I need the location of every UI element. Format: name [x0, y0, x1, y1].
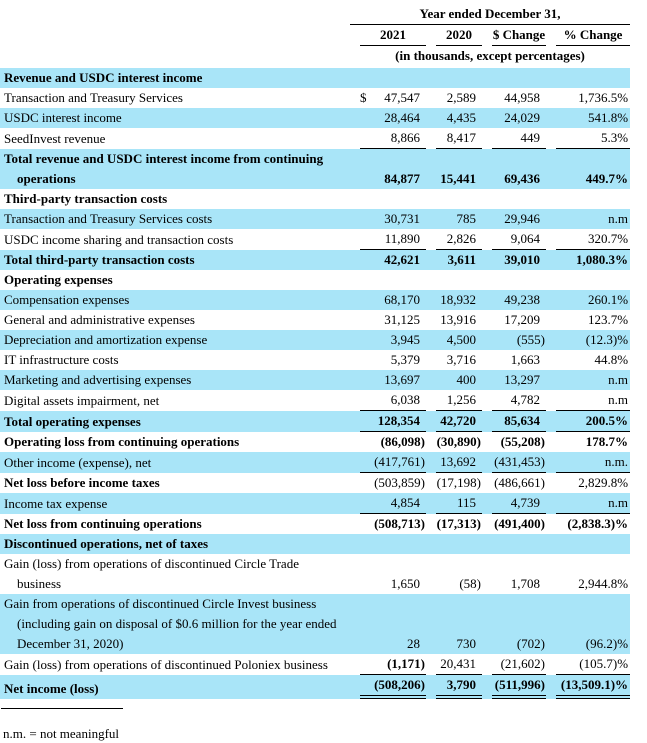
cell-value: 3,945	[390, 332, 420, 347]
row-label: Income tax expense	[4, 496, 108, 511]
value-cell	[546, 493, 630, 514]
cell-value: 44.8%	[594, 352, 629, 367]
row-label: Gain (loss) from operations of discontinued Poloniex business	[4, 657, 328, 672]
cell-value: (55,208)	[500, 434, 545, 449]
cell-value: 2,589	[446, 90, 476, 105]
section-row	[0, 68, 630, 88]
cell-value: (417,761)	[374, 454, 425, 469]
value-cell	[482, 654, 546, 675]
cell-value: 4,782	[510, 392, 540, 407]
table-row	[0, 514, 630, 534]
value-cell	[546, 554, 630, 594]
cell-value: (503,859)	[374, 475, 425, 490]
column-header-percent-change	[546, 25, 630, 46]
cell-value: (508,206)	[374, 677, 425, 692]
value-cell	[426, 554, 482, 594]
section-header: Third-party transaction costs	[4, 191, 168, 206]
cell-value: 69,436	[504, 171, 540, 186]
cell-value: (486,661)	[494, 475, 545, 490]
table-row	[0, 128, 630, 149]
row-label: Marketing and advertising expenses	[4, 372, 192, 387]
row-label: Operating loss from continuing operations	[4, 434, 240, 449]
value-cell	[482, 250, 546, 270]
cell-value: 13,697	[384, 372, 420, 387]
table-row	[0, 411, 630, 432]
value-cell	[546, 310, 630, 330]
value-cell	[482, 350, 546, 370]
cell-value: 730	[456, 636, 476, 651]
cell-value: 29,946	[504, 211, 540, 226]
table-row	[0, 432, 630, 452]
value-cell	[546, 411, 630, 432]
cell-value: 178.7%	[585, 434, 629, 449]
cell-value: n.m.	[604, 454, 629, 469]
cell-value: 2,944.8%	[578, 576, 629, 591]
value-cell	[482, 514, 546, 534]
cell-value: 39,010	[504, 252, 540, 267]
row-label: Gain (loss) from operations of discontinued Circle Trade business	[4, 556, 299, 591]
table-row	[0, 149, 630, 189]
value-cell	[482, 229, 546, 250]
cell-value: 1,736.5%	[578, 90, 629, 105]
value-cell	[546, 149, 630, 189]
cell-value: 1,663	[510, 352, 540, 367]
table-row	[0, 350, 630, 370]
value-cell	[426, 88, 482, 108]
cell-value: 1,708	[510, 576, 540, 591]
table-row	[0, 310, 630, 330]
value-cell	[426, 209, 482, 229]
table-row	[0, 229, 630, 250]
cell-value: n.m	[608, 392, 629, 407]
value-cell	[426, 675, 482, 699]
row-label: Transaction and Treasury Services	[4, 90, 183, 105]
cell-value: 18,932	[440, 292, 476, 307]
cell-value: 1,080.3%	[576, 252, 629, 267]
cell-value: 47,547	[384, 90, 420, 105]
value-cell	[546, 350, 630, 370]
value-cell	[482, 432, 546, 452]
cell-value: 128,354	[377, 413, 420, 428]
value-cell	[482, 473, 546, 493]
value-cell	[426, 330, 482, 350]
cell-value: (96.2)%	[585, 636, 629, 651]
value-cell	[426, 654, 482, 675]
value-cell	[482, 209, 546, 229]
cell-value: 2,829.8%	[578, 475, 629, 490]
value-cell	[426, 229, 482, 250]
column-header-label: % Change	[556, 25, 630, 46]
cell-value: 44,958	[504, 90, 540, 105]
value-cell	[350, 514, 426, 534]
value-cell	[350, 594, 426, 654]
value-cell	[546, 432, 630, 452]
cell-value: (30,890)	[436, 434, 481, 449]
table-row	[0, 654, 630, 675]
value-cell	[350, 310, 426, 330]
value-cell	[482, 290, 546, 310]
row-label: Transaction and Treasury Services costs	[4, 211, 213, 226]
section-header: Revenue and USDC interest income	[4, 70, 203, 85]
value-cell	[546, 108, 630, 128]
row-label: Depreciation and amortization expense	[4, 332, 208, 347]
cell-value: 6,038	[390, 392, 420, 407]
cell-value: (1,171)	[387, 656, 425, 671]
table-row	[0, 473, 630, 493]
table-units-note: (in thousands, except percentages)	[395, 48, 585, 63]
value-cell	[546, 370, 630, 390]
value-cell	[350, 493, 426, 514]
cell-value: (17,313)	[436, 516, 481, 531]
footnote-divider	[1, 708, 123, 709]
value-cell	[546, 390, 630, 411]
header-columns-row	[0, 25, 630, 46]
value-cell	[350, 554, 426, 594]
cell-value: 31,125	[384, 312, 420, 327]
value-cell	[546, 594, 630, 654]
value-cell	[482, 411, 546, 432]
cell-value: 13,916	[440, 312, 476, 327]
cell-value: 123.7%	[587, 312, 629, 327]
row-label: Other income (expense), net	[4, 455, 152, 470]
cell-value: 8,417	[446, 130, 476, 145]
value-cell	[350, 432, 426, 452]
cell-value: (13,509.1)%	[560, 677, 629, 692]
header-spacer	[0, 46, 350, 68]
value-cell	[482, 390, 546, 411]
cell-value: 1,650	[390, 576, 420, 591]
row-label: SeedInvest revenue	[4, 131, 106, 146]
value-cell	[426, 149, 482, 189]
cell-value: 4,500	[446, 332, 476, 347]
cell-value: 3,611	[447, 252, 476, 267]
row-label: Gain from operations of discontinued Circle Invest business (including gain on disposal of $0.6 million for the year ended December 31, 2020)	[4, 596, 337, 651]
value-cell	[482, 675, 546, 699]
value-cell	[546, 88, 630, 108]
header-span-row	[0, 2, 630, 25]
table-row	[0, 209, 630, 229]
value-cell	[350, 88, 426, 108]
footnote-text: n.m. = not meaningful	[3, 726, 120, 741]
section-row	[0, 189, 630, 209]
cell-value: 4,854	[390, 495, 420, 510]
value-cell	[482, 370, 546, 390]
cell-value: 30,731	[384, 211, 420, 226]
value-cell	[546, 452, 630, 473]
cell-value: 49,238	[504, 292, 540, 307]
value-cell	[546, 229, 630, 250]
value-cell	[546, 654, 630, 675]
table-row	[0, 675, 630, 699]
row-label: Net income (loss)	[4, 681, 99, 696]
cell-value: 68,170	[384, 292, 420, 307]
row-label: IT infrastructure costs	[4, 352, 119, 367]
table-row	[0, 250, 630, 270]
cell-value: 200.5%	[585, 413, 629, 428]
value-cell	[426, 514, 482, 534]
value-cell	[482, 310, 546, 330]
value-cell	[426, 432, 482, 452]
column-header-label: $ Change	[492, 25, 546, 46]
table-row	[0, 452, 630, 473]
value-cell	[546, 473, 630, 493]
value-cell	[350, 390, 426, 411]
value-cell	[426, 290, 482, 310]
cell-value: 8,866	[390, 130, 420, 145]
value-cell	[350, 209, 426, 229]
table-row	[0, 554, 630, 594]
table-row	[0, 330, 630, 350]
value-cell	[426, 594, 482, 654]
value-cell	[426, 310, 482, 330]
value-cell	[350, 654, 426, 675]
value-cell	[546, 330, 630, 350]
row-label: USDC income sharing and transaction costs	[4, 232, 234, 247]
section-header: Discontinued operations, net of taxes	[4, 536, 209, 551]
cell-value: 85,634	[504, 413, 540, 428]
value-cell	[426, 370, 482, 390]
value-cell	[426, 411, 482, 432]
value-cell	[350, 350, 426, 370]
cell-value: 11,890	[384, 231, 420, 246]
value-cell	[350, 108, 426, 128]
header-spacer	[0, 25, 350, 46]
cell-value: 3,790	[446, 677, 476, 692]
cell-value: 28	[407, 636, 420, 651]
section-row	[0, 270, 630, 290]
cell-value: (12.3)%	[585, 332, 629, 347]
cell-value: (58)	[459, 576, 481, 591]
cell-value: 84,877	[384, 171, 420, 186]
cell-value: 4,435	[446, 110, 476, 125]
value-cell	[546, 250, 630, 270]
cell-value: 15,441	[440, 171, 476, 186]
column-header-2021	[350, 25, 426, 46]
cell-value: 28,464	[384, 110, 420, 125]
cell-value: 17,209	[504, 312, 540, 327]
cell-value: (702)	[516, 636, 545, 651]
value-cell	[482, 108, 546, 128]
cell-value: 9,064	[510, 231, 540, 246]
value-cell	[482, 594, 546, 654]
table-row	[0, 290, 630, 310]
cell-value: 785	[456, 211, 476, 226]
cell-value: 115	[456, 495, 476, 510]
column-header-dollar-change	[482, 25, 546, 46]
value-cell	[482, 330, 546, 350]
table-row	[0, 493, 630, 514]
cell-value: (17,198)	[436, 475, 481, 490]
currency-symbol: $	[360, 90, 367, 105]
value-cell	[350, 330, 426, 350]
cell-value: 42,621	[384, 252, 420, 267]
value-cell	[350, 229, 426, 250]
column-header-label: 2021	[360, 25, 426, 46]
cell-value: 4,739	[510, 495, 540, 510]
cell-value: 24,029	[504, 110, 540, 125]
cell-value: (105.7)%	[579, 656, 629, 671]
row-label: Total operating expenses	[4, 414, 141, 429]
table-row	[0, 108, 630, 128]
value-cell	[482, 493, 546, 514]
header-note-cell	[350, 46, 630, 68]
value-cell	[546, 209, 630, 229]
column-header-label: 2020	[436, 25, 482, 46]
cell-value: 541.8%	[587, 110, 629, 125]
cell-value: 1,256	[446, 392, 476, 407]
cell-value: 260.1%	[587, 292, 629, 307]
value-cell	[426, 452, 482, 473]
cell-value: (508,713)	[374, 516, 425, 531]
value-cell	[482, 88, 546, 108]
value-cell	[350, 452, 426, 473]
cell-value: 3,716	[446, 352, 476, 367]
value-cell	[350, 290, 426, 310]
row-label: Digital assets impairment, net	[4, 393, 160, 408]
value-cell	[350, 149, 426, 189]
cell-value: (21,602)	[500, 656, 545, 671]
row-label: Total third-party transaction costs	[4, 252, 195, 267]
cell-value: 400	[456, 372, 476, 387]
header-title-cell	[350, 2, 630, 25]
value-cell	[350, 370, 426, 390]
row-label: General and administrative expenses	[4, 312, 195, 327]
value-cell	[482, 554, 546, 594]
cell-value: (431,453)	[494, 454, 545, 469]
table-row	[0, 594, 630, 654]
cell-value: 13,692	[440, 454, 476, 469]
cell-value: 13,297	[504, 372, 540, 387]
cell-value: 42,720	[440, 413, 476, 428]
table-title: Year ended December 31,	[350, 4, 630, 25]
value-cell	[546, 128, 630, 149]
cell-value: 449.7%	[585, 171, 629, 186]
value-cell	[546, 290, 630, 310]
row-label: USDC interest income	[4, 110, 122, 125]
value-cell	[350, 411, 426, 432]
value-cell	[546, 675, 630, 699]
value-cell	[350, 250, 426, 270]
value-cell	[350, 128, 426, 149]
value-cell	[426, 350, 482, 370]
value-cell	[482, 452, 546, 473]
income-statement-table	[0, 2, 630, 699]
section-row	[0, 534, 630, 554]
section-header: Operating expenses	[4, 272, 113, 287]
table-row	[0, 370, 630, 390]
cell-value: (86,098)	[380, 434, 425, 449]
row-label: Compensation expenses	[4, 292, 130, 307]
cell-value: (2,838.3)%	[567, 516, 629, 531]
cell-value: n.m	[608, 211, 629, 226]
value-cell	[426, 493, 482, 514]
value-cell	[546, 514, 630, 534]
cell-value: 20,431	[440, 656, 476, 671]
column-header-2020	[426, 25, 482, 46]
row-label: Total revenue and USDC interest income from continuing operations	[4, 151, 324, 186]
cell-value: 449	[520, 130, 540, 145]
value-cell	[426, 108, 482, 128]
cell-value: (511,996)	[494, 677, 545, 692]
value-cell	[426, 390, 482, 411]
cell-value: n.m	[608, 495, 629, 510]
table-row	[0, 88, 630, 108]
value-cell	[482, 128, 546, 149]
cell-value: (555)	[516, 332, 545, 347]
value-cell	[426, 128, 482, 149]
table-row	[0, 390, 630, 411]
header-spacer	[0, 2, 350, 25]
value-cell	[482, 149, 546, 189]
cell-value: n.m	[608, 372, 629, 387]
value-cell	[426, 250, 482, 270]
cell-value: (491,400)	[494, 516, 545, 531]
value-cell	[350, 473, 426, 493]
cell-value: 5,379	[390, 352, 420, 367]
header-note-row	[0, 46, 630, 68]
row-label: Net loss from continuing operations	[4, 516, 202, 531]
cell-value: 320.7%	[587, 231, 629, 246]
value-cell	[350, 675, 426, 699]
cell-value: 2,826	[446, 231, 476, 246]
value-cell	[426, 473, 482, 493]
cell-value: 5.3%	[600, 130, 629, 145]
row-label: Net loss before income taxes	[4, 475, 160, 490]
